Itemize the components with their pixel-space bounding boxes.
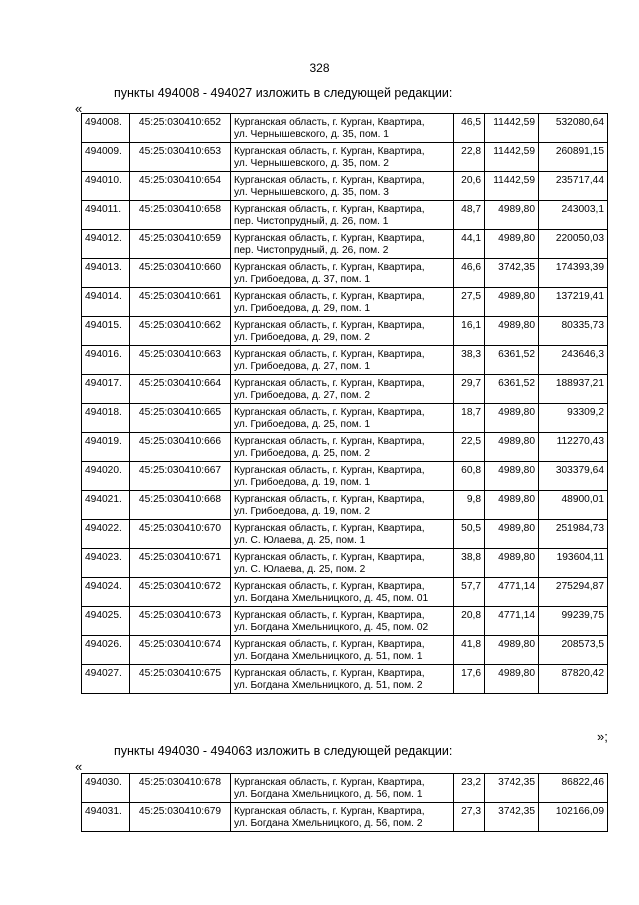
address [231, 636, 454, 665]
cadastral-value: 532080,64 [539, 114, 608, 143]
address [231, 317, 454, 346]
address-line-2: ул. Чернышевского, д. 35, пом. 3 [234, 187, 389, 198]
table-row [82, 803, 608, 832]
address-line-1: Курганская область, г. Курган, Квартира, [234, 494, 425, 505]
address [231, 375, 454, 404]
address-line-2: ул. Грибоедова, д. 37, пом. 1 [234, 274, 371, 285]
page-number: 328 [309, 61, 330, 75]
address [231, 520, 454, 549]
area: 22,5 [454, 433, 485, 462]
address [231, 433, 454, 462]
table-row [82, 578, 608, 607]
address-line-1: Курганская область, г. Курган, Квартира, [234, 262, 425, 273]
address [231, 346, 454, 375]
table-row [82, 259, 608, 288]
specific-value: 3742,35 [485, 803, 539, 832]
address-line-2: ул. С. Юлаева, д. 25, пом. 2 [234, 564, 366, 575]
address-line-1: Курганская область, г. Курган, Квартира, [234, 407, 425, 418]
cadastral-number: 45:25:030410:654 [130, 172, 231, 201]
cadastral-value: 137219,41 [539, 288, 608, 317]
section2-table-body [82, 774, 608, 832]
address-line-2: ул. Грибоедова, д. 29, пом. 1 [234, 303, 371, 314]
table-row [82, 774, 608, 803]
address-line-1: Курганская область, г. Курган, Квартира, [234, 552, 425, 563]
cadastral-value: 102166,09 [539, 803, 608, 832]
address [231, 549, 454, 578]
row-number: 494014. [82, 288, 130, 317]
area: 23,2 [454, 774, 485, 803]
area: 22,8 [454, 143, 485, 172]
specific-value: 4989,80 [485, 404, 539, 433]
address-line-1: Курганская область, г. Курган, Квартира, [234, 639, 425, 650]
section1-quote-open: « [75, 101, 83, 116]
cadastral-value: 86822,46 [539, 774, 608, 803]
cadastral-number: 45:25:030410:670 [130, 520, 231, 549]
address [231, 143, 454, 172]
table-row [82, 549, 608, 578]
row-number: 494018. [82, 404, 130, 433]
area: 27,5 [454, 288, 485, 317]
area: 20,8 [454, 607, 485, 636]
row-number: 494009. [82, 143, 130, 172]
cadastral-value: 99239,75 [539, 607, 608, 636]
address-line-2: ул. Богдана Хмельницкого, д. 51, пом. 1 [234, 651, 423, 662]
address-line-1: Курганская область, г. Курган, Квартира, [234, 523, 425, 534]
address [231, 114, 454, 143]
cadastral-number: 45:25:030410:661 [130, 288, 231, 317]
table-row [82, 520, 608, 549]
cadastral-value: 251984,73 [539, 520, 608, 549]
address-line-1: Курганская область, г. Курган, Квартира, [234, 610, 425, 621]
address [231, 404, 454, 433]
cadastral-value: 275294,87 [539, 578, 608, 607]
specific-value: 3742,35 [485, 259, 539, 288]
cadastral-number: 45:25:030410:665 [130, 404, 231, 433]
row-number: 494031. [82, 803, 130, 832]
address-line-2: ул. Грибоедова, д. 19, пом. 2 [234, 506, 371, 517]
table-row [82, 636, 608, 665]
table-row [82, 201, 608, 230]
address-line-2: ул. Грибоедова, д. 27, пом. 2 [234, 390, 371, 401]
area: 17,6 [454, 665, 485, 694]
address [231, 774, 454, 803]
cadastral-number: 45:25:030410:664 [130, 375, 231, 404]
specific-value: 11442,59 [485, 172, 539, 201]
address [231, 462, 454, 491]
address-line-1: Курганская область, г. Курган, Квартира, [234, 806, 425, 817]
cadastral-value: 87820,42 [539, 665, 608, 694]
cadastral-number: 45:25:030410:662 [130, 317, 231, 346]
cadastral-value: 235717,44 [539, 172, 608, 201]
address-line-1: Курганская область, г. Курган, Квартира, [234, 668, 425, 679]
row-number: 494016. [82, 346, 130, 375]
row-number: 494010. [82, 172, 130, 201]
row-number: 494013. [82, 259, 130, 288]
cadastral-value: 243646,3 [539, 346, 608, 375]
cadastral-number: 45:25:030410:671 [130, 549, 231, 578]
address [231, 288, 454, 317]
cadastral-value: 243003,1 [539, 201, 608, 230]
row-number: 494012. [82, 230, 130, 259]
address-line-2: ул. Богдана Хмельницкого, д. 45, пом. 02 [234, 622, 429, 633]
specific-value: 4989,80 [485, 636, 539, 665]
address-line-1: Курганская область, г. Курган, Квартира, [234, 146, 425, 157]
cadastral-number: 45:25:030410:663 [130, 346, 231, 375]
address-line-2: ул. Чернышевского, д. 35, пом. 2 [234, 158, 389, 169]
cadastral-value: 193604,11 [539, 549, 608, 578]
address-line-1: Курганская область, г. Курган, Квартира, [234, 175, 425, 186]
row-number: 494025. [82, 607, 130, 636]
section2-intro: пункты 494030 - 494063 изложить в следующей редакции: [114, 744, 453, 758]
area: 38,8 [454, 549, 485, 578]
table-row [82, 491, 608, 520]
address [231, 578, 454, 607]
row-number: 494015. [82, 317, 130, 346]
address-line-2: ул. Грибоедова, д. 27, пом. 1 [234, 361, 371, 372]
cadastral-number: 45:25:030410:679 [130, 803, 231, 832]
table-row [82, 143, 608, 172]
row-number: 494008. [82, 114, 130, 143]
table-row [82, 462, 608, 491]
row-number: 494030. [82, 774, 130, 803]
cadastral-number: 45:25:030410:673 [130, 607, 231, 636]
address-line-2: ул. Богдана Хмельницкого, д. 45, пом. 01 [234, 593, 429, 604]
cadastral-number: 45:25:030410:659 [130, 230, 231, 259]
row-number: 494022. [82, 520, 130, 549]
address-line-1: Курганская область, г. Курган, Квартира, [234, 291, 425, 302]
area: 20,6 [454, 172, 485, 201]
cadastral-value: 208573,5 [539, 636, 608, 665]
table-row [82, 346, 608, 375]
area: 29,7 [454, 375, 485, 404]
area: 46,5 [454, 114, 485, 143]
address-line-2: ул. Грибоедова, д. 25, пом. 2 [234, 448, 371, 459]
row-number: 494026. [82, 636, 130, 665]
specific-value: 4989,80 [485, 201, 539, 230]
area: 48,7 [454, 201, 485, 230]
row-number: 494017. [82, 375, 130, 404]
address [231, 172, 454, 201]
table-row [82, 172, 608, 201]
table-row [82, 607, 608, 636]
address-line-1: Курганская область, г. Курган, Квартира, [234, 233, 425, 244]
area: 60,8 [454, 462, 485, 491]
specific-value: 4989,80 [485, 491, 539, 520]
cadastral-number: 45:25:030410:678 [130, 774, 231, 803]
table-row [82, 114, 608, 143]
table-row [82, 230, 608, 259]
cadastral-value: 188937,21 [539, 375, 608, 404]
section2-table [81, 773, 608, 832]
address-line-1: Курганская область, г. Курган, Квартира, [234, 777, 425, 788]
address [231, 491, 454, 520]
row-number: 494019. [82, 433, 130, 462]
address [231, 665, 454, 694]
cadastral-number: 45:25:030410:675 [130, 665, 231, 694]
area: 57,7 [454, 578, 485, 607]
specific-value: 4771,14 [485, 578, 539, 607]
area: 50,5 [454, 520, 485, 549]
specific-value: 4989,80 [485, 230, 539, 259]
address-line-1: Курганская область, г. Курган, Квартира, [234, 204, 425, 215]
area: 27,3 [454, 803, 485, 832]
row-number: 494020. [82, 462, 130, 491]
cadastral-value: 303379,64 [539, 462, 608, 491]
row-number: 494021. [82, 491, 130, 520]
cadastral-value: 174393,39 [539, 259, 608, 288]
cadastral-number: 45:25:030410:666 [130, 433, 231, 462]
area: 16,1 [454, 317, 485, 346]
section1-quote-close: »; [597, 729, 608, 744]
cadastral-number: 45:25:030410:674 [130, 636, 231, 665]
specific-value: 11442,59 [485, 114, 539, 143]
table-row [82, 404, 608, 433]
table-row [82, 317, 608, 346]
address-line-2: ул. Грибоедова, д. 29, пом. 2 [234, 332, 371, 343]
table-row [82, 665, 608, 694]
cadastral-number: 45:25:030410:652 [130, 114, 231, 143]
address-line-1: Курганская область, г. Курган, Квартира, [234, 581, 425, 592]
table-row [82, 375, 608, 404]
section1-table [81, 113, 608, 694]
area: 41,8 [454, 636, 485, 665]
address-line-2: ул. Богдана Хмельницкого, д. 56, пом. 1 [234, 789, 423, 800]
section1-intro: пункты 494008 - 494027 изложить в следующей редакции: [114, 86, 453, 100]
address-line-2: ул. Богдана Хмельницкого, д. 51, пом. 2 [234, 680, 423, 691]
table-row [82, 288, 608, 317]
section1-table-body [82, 114, 608, 694]
address-line-1: Курганская область, г. Курган, Квартира, [234, 465, 425, 476]
address-line-2: ул. Чернышевского, д. 35, пом. 1 [234, 129, 389, 140]
cadastral-number: 45:25:030410:653 [130, 143, 231, 172]
row-number: 494024. [82, 578, 130, 607]
cadastral-number: 45:25:030410:660 [130, 259, 231, 288]
address-line-2: ул. Грибоедова, д. 19, пом. 1 [234, 477, 371, 488]
cadastral-number: 45:25:030410:667 [130, 462, 231, 491]
area: 18,7 [454, 404, 485, 433]
address-line-2: ул. С. Юлаева, д. 25, пом. 1 [234, 535, 366, 546]
row-number: 494023. [82, 549, 130, 578]
address-line-2: пер. Чистопрудный, д. 26, пом. 1 [234, 216, 389, 227]
cadastral-number: 45:25:030410:668 [130, 491, 231, 520]
specific-value: 11442,59 [485, 143, 539, 172]
address [231, 607, 454, 636]
cadastral-value: 260891,15 [539, 143, 608, 172]
specific-value: 4989,80 [485, 433, 539, 462]
address-line-1: Курганская область, г. Курган, Квартира, [234, 349, 425, 360]
specific-value: 4989,80 [485, 462, 539, 491]
area: 38,3 [454, 346, 485, 375]
address [231, 201, 454, 230]
address [231, 803, 454, 832]
cadastral-value: 93309,2 [539, 404, 608, 433]
section2-quote-open: « [75, 759, 83, 774]
row-number: 494027. [82, 665, 130, 694]
cadastral-value: 112270,43 [539, 433, 608, 462]
address [231, 230, 454, 259]
area: 46,6 [454, 259, 485, 288]
address-line-2: ул. Грибоедова, д. 25, пом. 1 [234, 419, 371, 430]
address-line-1: Курганская область, г. Курган, Квартира, [234, 436, 425, 447]
row-number: 494011. [82, 201, 130, 230]
address-line-1: Курганская область, г. Курган, Квартира, [234, 320, 425, 331]
specific-value: 4989,80 [485, 549, 539, 578]
address-line-1: Курганская область, г. Курган, Квартира, [234, 378, 425, 389]
cadastral-number: 45:25:030410:672 [130, 578, 231, 607]
specific-value: 4989,80 [485, 520, 539, 549]
specific-value: 4989,80 [485, 288, 539, 317]
area: 9,8 [454, 491, 485, 520]
specific-value: 4989,80 [485, 665, 539, 694]
specific-value: 3742,35 [485, 774, 539, 803]
specific-value: 6361,52 [485, 346, 539, 375]
cadastral-value: 220050,03 [539, 230, 608, 259]
address-line-2: ул. Богдана Хмельницкого, д. 56, пом. 2 [234, 818, 423, 829]
address [231, 259, 454, 288]
address-line-2: пер. Чистопрудный, д. 26, пом. 2 [234, 245, 389, 256]
specific-value: 4771,14 [485, 607, 539, 636]
cadastral-value: 80335,73 [539, 317, 608, 346]
table-row [82, 433, 608, 462]
cadastral-number: 45:25:030410:658 [130, 201, 231, 230]
specific-value: 6361,52 [485, 375, 539, 404]
address-line-1: Курганская область, г. Курган, Квартира, [234, 117, 425, 128]
area: 44,1 [454, 230, 485, 259]
cadastral-value: 48900,01 [539, 491, 608, 520]
specific-value: 4989,80 [485, 317, 539, 346]
